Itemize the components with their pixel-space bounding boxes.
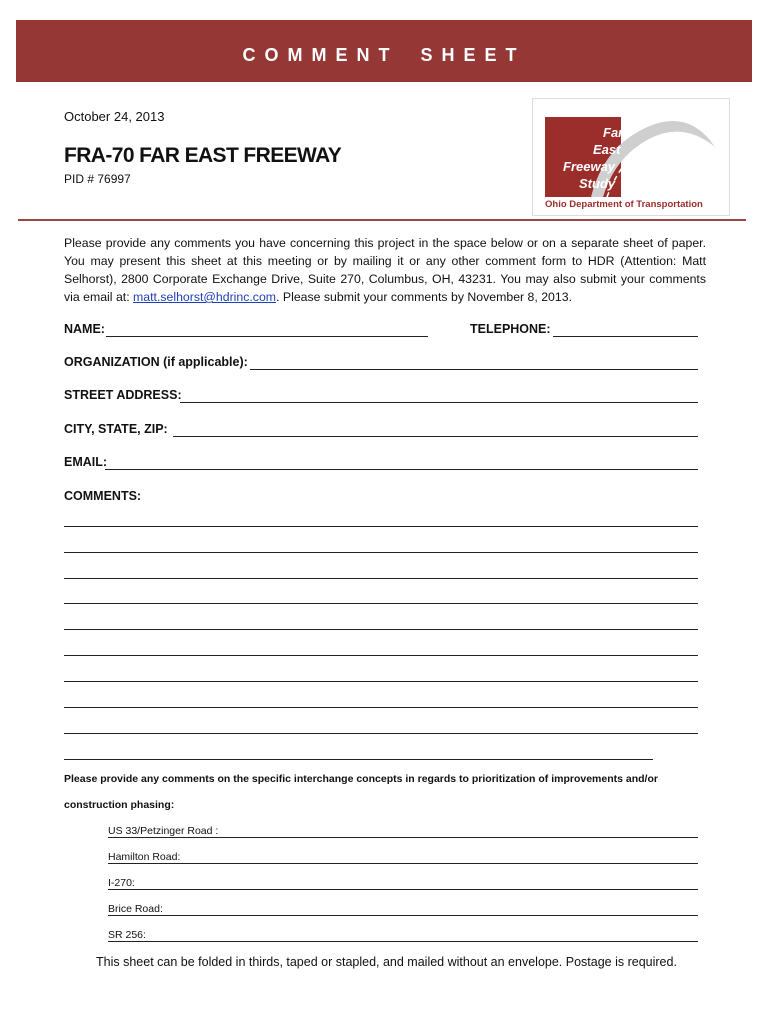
email-label: EMAIL: xyxy=(64,455,108,469)
interchange-label-i270: I-270: xyxy=(108,877,135,889)
logo-text-east: East xyxy=(593,142,621,157)
interchange-line-us33[interactable] xyxy=(108,837,698,838)
email-link[interactable]: matt.selhorst@hdrinc.com xyxy=(133,290,277,304)
mailing-note: This sheet can be folded in thirds, taped or stapled, and mailed without an envelope. Postage is required. xyxy=(96,955,677,969)
interchange-line-hamilton[interactable] xyxy=(108,863,698,864)
far-east-freeway-study-logo xyxy=(532,98,730,216)
interchange-line-i270[interactable] xyxy=(108,889,698,890)
name-line[interactable] xyxy=(106,336,428,337)
document-date: October 24, 2013 xyxy=(64,109,165,124)
comment-line[interactable] xyxy=(64,707,698,708)
comment-line[interactable] xyxy=(64,578,698,579)
interchange-line-brice[interactable] xyxy=(108,915,698,916)
telephone-label: TELEPHONE: xyxy=(470,322,551,336)
header-word-sheet: SHEET xyxy=(420,45,526,65)
interchange-label-brice: Brice Road: xyxy=(108,903,163,915)
interchange-label-sr256: SR 256: xyxy=(108,929,146,941)
comment-line[interactable] xyxy=(64,759,653,760)
instructions-text: Please provide any comments you have concerning this project in the space below or on a separate sheet of paper. You may present this sheet at this meeting or by mailing it or any other comment form to HDR (Attention: Matt Selhorst), 2800 Corporate Exchange Drive, Suite 270, Columbus, OH, 43231. You may also submit your comments via email at: xyxy=(64,236,706,304)
telephone-line[interactable] xyxy=(553,336,698,337)
interchange-label-hamilton: Hamilton Road: xyxy=(108,851,181,863)
name-label: NAME: xyxy=(64,322,105,336)
comment-line[interactable] xyxy=(64,526,698,527)
interchange-prompt-line2: construction phasing: xyxy=(64,799,175,811)
interchange-label-us33: US 33/Petzinger Road : xyxy=(108,825,219,837)
city-state-zip-label: CITY, STATE, ZIP: xyxy=(64,422,168,436)
city-state-zip-line[interactable] xyxy=(173,436,698,437)
header-divider xyxy=(18,219,746,221)
street-address-label: STREET ADDRESS: xyxy=(64,388,182,402)
street-address-line[interactable] xyxy=(180,402,698,403)
header-word-comment: COMMENT xyxy=(242,45,399,65)
email-line[interactable] xyxy=(105,469,698,470)
instructions-deadline: . Please submit your comments by November 8, 2013. xyxy=(276,290,572,304)
comment-line[interactable] xyxy=(64,733,698,734)
logo-graphic xyxy=(533,99,729,215)
comment-line[interactable] xyxy=(64,681,698,682)
logo-text-freeway: Freeway xyxy=(563,159,616,174)
logo-agency-name: Ohio Department of Transportation xyxy=(545,199,703,210)
organization-line[interactable] xyxy=(250,369,698,370)
interchange-prompt-line1: Please provide any comments on the specific interchange concepts in regards to prioritization of improvements and/or xyxy=(64,773,658,785)
comments-label: COMMENTS: xyxy=(64,489,142,503)
header-banner xyxy=(16,20,752,82)
interchange-line-sr256[interactable] xyxy=(108,941,698,942)
comment-line[interactable] xyxy=(64,655,698,656)
logo-text-far: Far xyxy=(603,125,624,140)
organization-label: ORGANIZATION (if applicable): xyxy=(64,355,248,369)
project-title: FRA-70 FAR EAST FREEWAY xyxy=(64,144,342,167)
project-pid: PID # 76997 xyxy=(64,172,131,186)
instructions-paragraph xyxy=(64,234,706,306)
comment-line[interactable] xyxy=(64,552,698,553)
comment-line[interactable] xyxy=(64,629,698,630)
logo-text-study: Study xyxy=(579,176,616,191)
comment-line[interactable] xyxy=(64,603,698,604)
